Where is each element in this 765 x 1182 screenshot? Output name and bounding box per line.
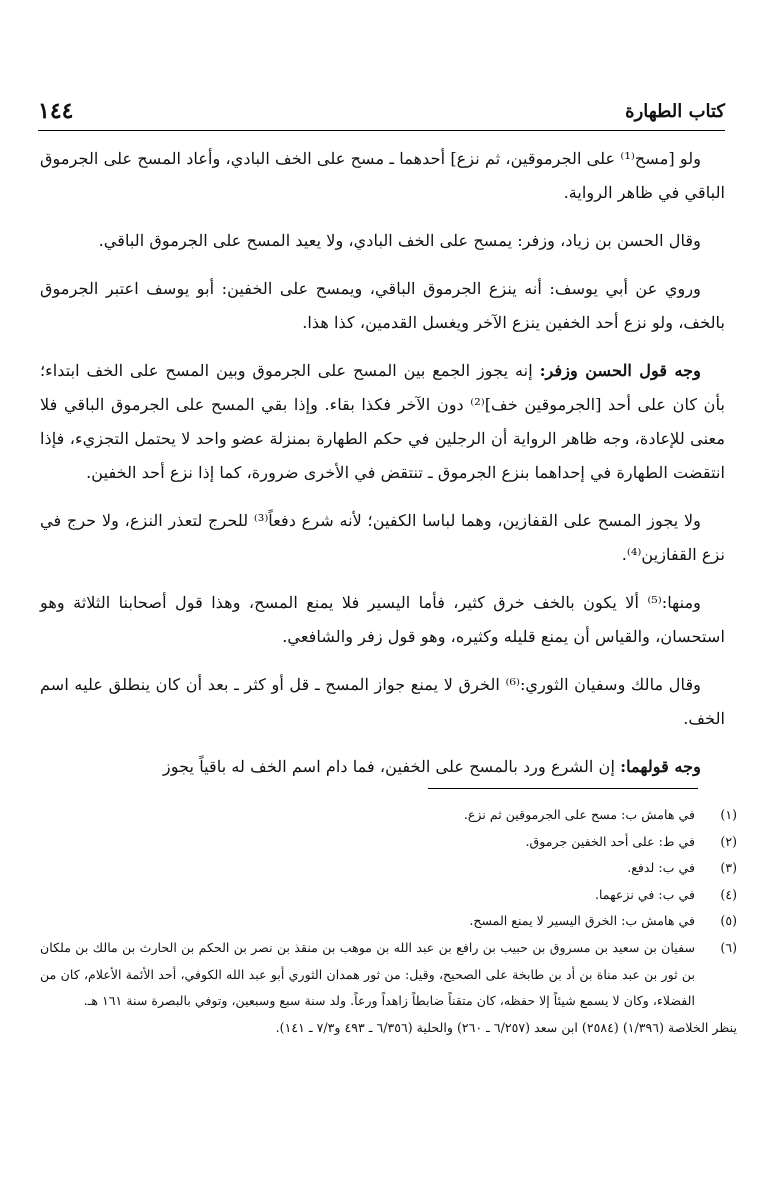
- page-number: ١٤٤: [38, 98, 74, 124]
- paragraph: ومنها:⁽⁵⁾ ألا يكون بالخف خرق كثير، فأما اليسير فلا يمنع المسح، وهذا قول أصحابنا الثلاثة وهو استحسان، والقياس أن يمنع قليله وكثيره، وهو قول زفر والشافعي.: [40, 593, 725, 646]
- reference-line: ينظر الخلاصة (١/٣٩٦) (٢٥٨٤) ابن سعد (٦/٢٥٧ ـ ٢٦٠) والحلية (٦/٣٥٦ ـ ٤٩٣ و٧/٣ ـ ١٤١).: [275, 1019, 737, 1035]
- footnote-divider: [428, 788, 698, 789]
- footnotes: [40, 802, 737, 1041]
- paragraph-lead: وجه قول الحسن وزفر:: [539, 361, 701, 380]
- paragraph: وجه قولهما: إن الشرع ورد بالمسح على الخفين، فما دام اسم الخف له باقياً يجوز: [162, 757, 701, 776]
- footnote: (٢) في ط: على أحد الخفين جرموق.: [525, 833, 737, 849]
- paragraph: وقال الحسن بن زياد، وزفر: يمسح على الخف البادي، ولا يعيد المسح على الجرموق الباقي.: [98, 231, 701, 250]
- page-header: [38, 92, 725, 131]
- footnote: (٣) في ب: لدفع.: [627, 860, 737, 876]
- paragraph: ولا يجوز المسح على القفازين، وهما لباسا الكفين؛ لأنه شرع دفعاً⁽³⁾ للحرج لتعذر النزع، ولا حرج في نزع القفازين⁽⁴⁾.: [40, 511, 725, 564]
- footnote: (١) في هامش ب: مسح على الجرموقين ثم نزع.: [463, 807, 737, 822]
- main-text: [40, 142, 725, 798]
- paragraph: وروي عن أبي يوسف: أنه ينزع الجرموق الباقي، ويمسح على الخفين: أبو يوسف اعتبر الجرموق بالخف، ولو نزع أحد الخفين ينزع الآخر ويغسل القدمين، كذا هذا.: [40, 279, 725, 332]
- paragraph: ولو [مسح⁽¹⁾ على الجرموقين، ثم نزع] أحدهما ـ مسح على الخف البادي، وأعاد المسح على الجرموق الباقي في ظاهر الرواية.: [40, 149, 725, 202]
- paragraph: وقال مالك وسفيان الثوري:⁽⁶⁾ الخرق لا يمنع جواز المسح ـ قل أو كثر ـ بعد أن كان ينطلق عليه اسم الخف.: [40, 675, 725, 728]
- paragraph: وجه قول الحسن وزفر: إنه يجوز الجمع بين المسح على الجرموق وبين المسح على الخف ابتداء؛ بأن كان على أحد [الجرموقين خف]⁽²⁾ دون الآخر فكذا بقاء. وإذا بقي المسح على الجرموق الباقي فلا معنى للإعادة، وجه ظاهر الرواية أن الرجلين في حكم الطهارة بمنزلة عضو واحد لا يحتمل التجزيء، فإذا انتقضت الطهارة في إحداهما بنزع الجرموق ـ تنتقض في الأخرى ضرورة، كما إذا نزع أحد الخفين.: [40, 361, 726, 482]
- chapter-title: كتاب الطهارة: [625, 100, 725, 122]
- footnote: (٤) في ب: في نزعهما.: [594, 886, 737, 902]
- footnote: (٥) في هامش ب: الخرق اليسير لا يمنع المسح.: [469, 913, 737, 929]
- footnote: (٦) سفيان بن سعيد بن مسروق بن حبيب بن رافع بن عبد الله بن موهب بن منقذ بن نصر بن الحكم بن الحارث بن مالك بن ملكان بن ثور بن عبد مناة بن أد بن طابخة على الصحيح، وقيل: من ثور همدان الثوري أبو عبد الله الكوفي، أحد الأئمة الأعلام، كان من الفضلاء، وكان لا يسمع شيئاً إلا حفظه، كان متقناً ضابطاً زاهداً ورعاً. ولد سنة سبع وسبعين، وتوفي بالبصرة سنة ١٦١ هـ.: [40, 939, 737, 1009]
- paragraph-lead: وجه قولهما:: [620, 757, 701, 776]
